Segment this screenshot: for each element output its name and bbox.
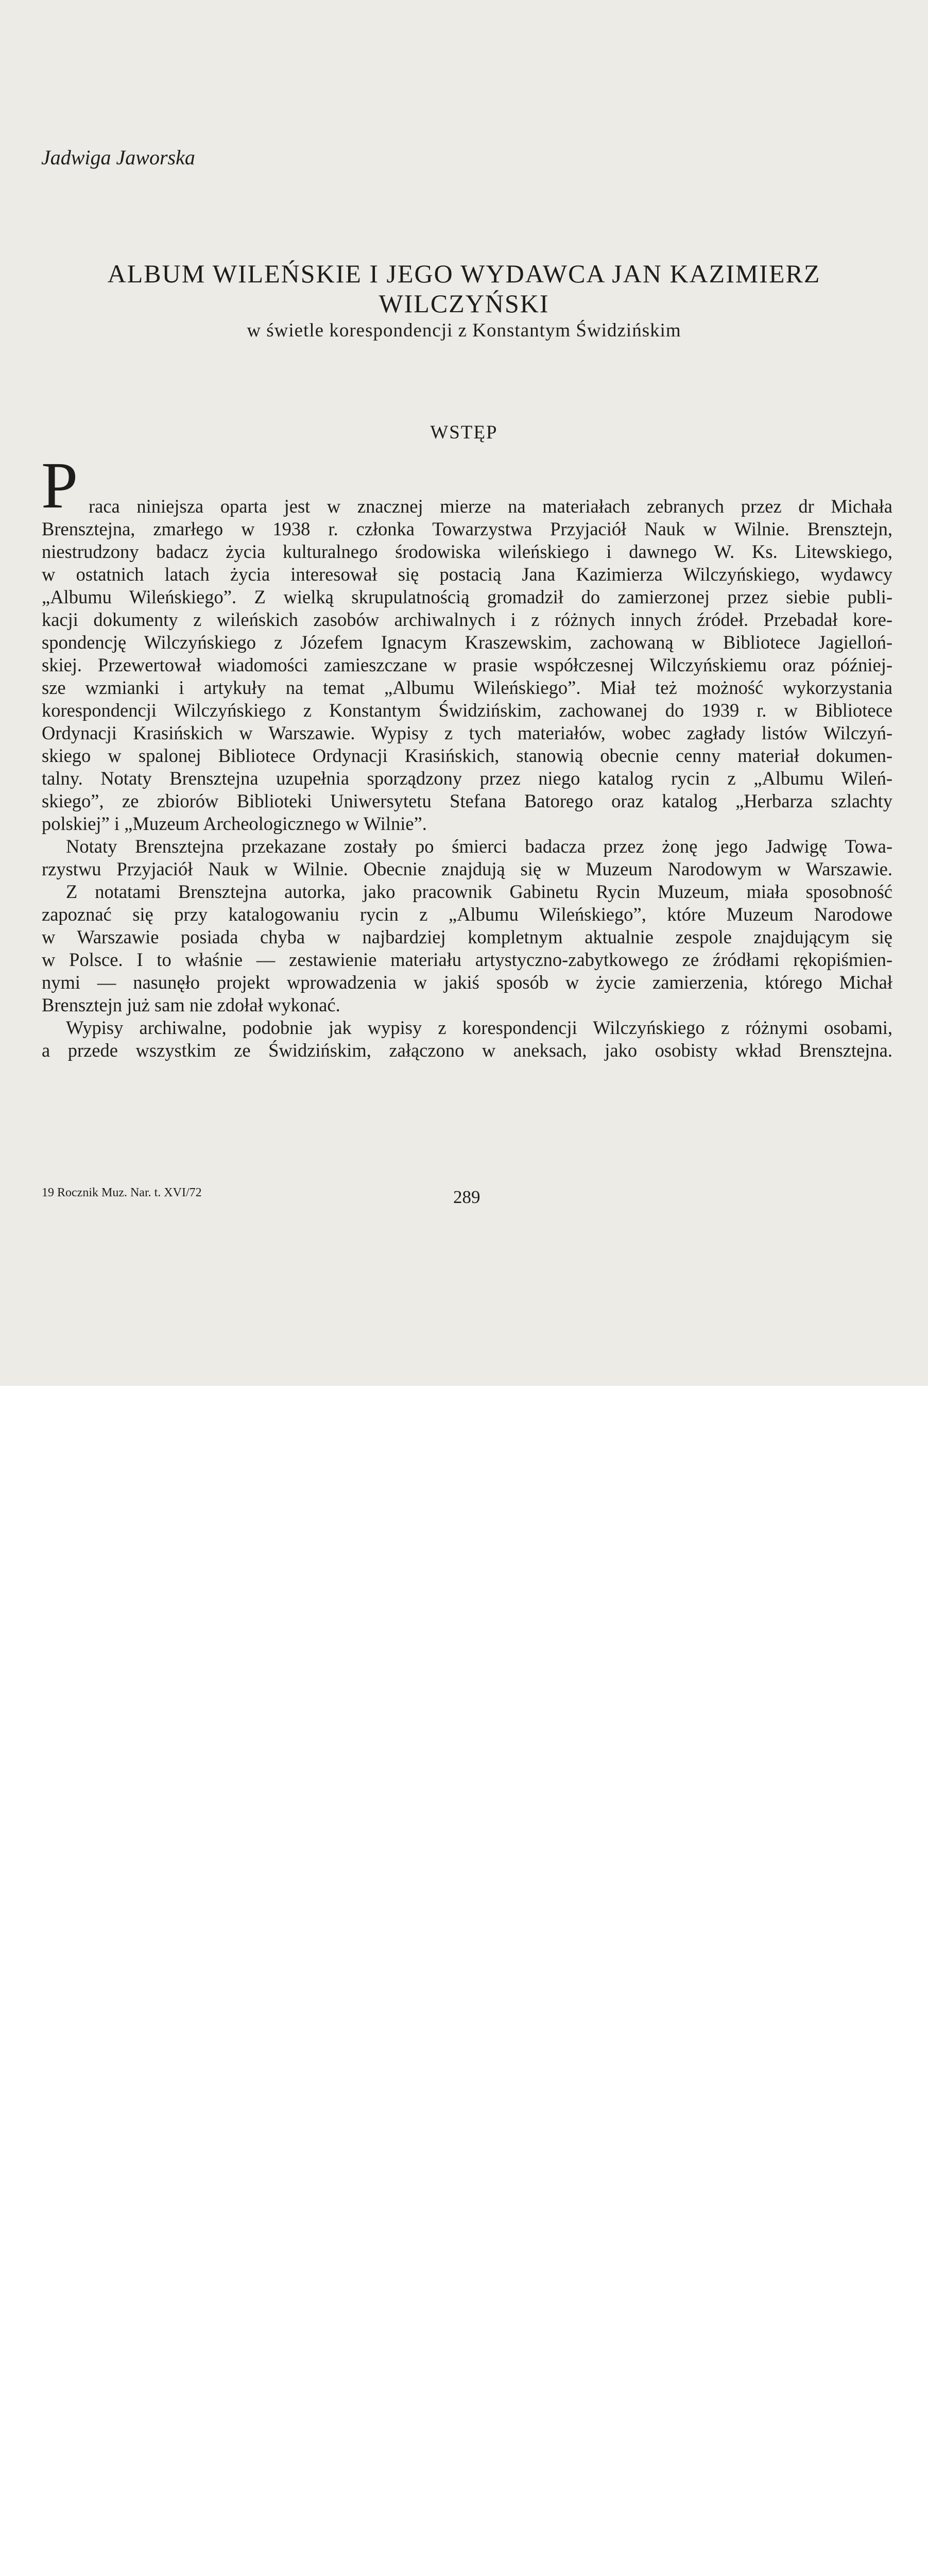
body-line: Z notatami Brensztejna autorka, jako pracownik Gabinetu Rycin Muzeum, miała sposobność — [66, 881, 892, 902]
body-line: w ostatnich latach życia interesował się postacią Jana Kazimierza Wilczyńskiego, wydawcy — [42, 564, 892, 585]
body-line: w Warszawie posiada chyba w najbardziej kompletnym aktualnie zespole znajdującym się — [42, 926, 892, 947]
body-line: sze wzmianki i artykuły na temat „Albumu Wileńskiego”. Miał też możność wykorzystania — [42, 677, 892, 698]
section-heading: WSTĘP — [430, 422, 498, 443]
body-line: Ordynacji Krasińskich w Warszawie. Wypisy z tych materiałów, wobec zagłady listów Wilczyń- — [42, 722, 892, 743]
drop-cap: P — [41, 449, 78, 522]
article-title-line-2: WILCZYŃSKI — [379, 289, 549, 318]
body-line: Notaty Brensztejna przekazane zostały po śmierci badacza przez żonę jego Jadwigę Towa- — [66, 836, 892, 857]
body-line: Brensztejna, zmarłego w 1938 r. członka Towarzystwa Przyjaciół Nauk w Wilnie. Brensztejn, — [42, 518, 892, 539]
article-subtitle: w świetle korespondencji z Konstantym Świdzińskim — [247, 320, 681, 341]
digitization-footer — [0, 1386, 928, 1459]
body-line: skiego w spalonej Bibliotece Ordynacji Krasińskich, stanowią obecnie cenny materiał dokumen- — [42, 745, 892, 766]
body-line: Brensztejn już sam nie zdołał wykonać. — [42, 994, 340, 1015]
journal-reference: 19 Rocznik Muz. Nar. t. XVI/72 — [42, 1186, 202, 1199]
body-line: talny. Notaty Brensztejna uzupełnia sporządzony przez niego katalog rycin z „Albumu Wileń- — [42, 768, 892, 789]
body-line: raca niniejsza oparta jest w znacznej mierze na materiałach zebranych przez dr Michała — [89, 496, 892, 517]
body-line: korespondencji Wilczyńskiego z Konstantym Świdzińskim, zachowanej do 1939 r. w Bibliotece — [42, 700, 892, 721]
body-line: skiego”, ze zbiorów Biblioteki Uniwersytetu Stefana Batorego oraz katalog „Herbarza szlachty — [42, 790, 892, 811]
body-line: spondencję Wilczyńskiego z Józefem Ignacym Kraszewskim, zachowaną w Bibliotece Jagielloń- — [42, 632, 892, 653]
article-title-line-1: ALBUM WILEŃSKIE I JEGO WYDAWCA JAN KAZIMIERZ — [107, 259, 821, 288]
body-line: skiej. Przewertował wiadomości zamieszczane w prasie współczesnej Wilczyńskiemu oraz później- — [42, 654, 892, 675]
body-line: w Polsce. I to właśnie — zestawienie materiału artystyczno-zabytkowego ze źródłami rękopiśmien- — [42, 949, 892, 970]
body-line: „Albumu Wileńskiego”. Z wielką skrupulatnością gromadził do zamierzonej przez siebie publi- — [42, 586, 892, 607]
body-line: polskiej” i „Muzeum Archeologicznego w Wilnie”. — [42, 813, 427, 834]
author-name: Jadwiga Jaworska — [41, 146, 195, 169]
body-line: nymi — nasunęło projekt wprowadzenia w jakiś sposób w życie zamierzenia, którego Michał — [42, 972, 892, 993]
body-line: niestrudzony badacz życia kulturalnego środowiska wileńskiego i dawnego W. Ks. Litewskiego, — [42, 541, 892, 562]
body-line: Wypisy archiwalne, podobnie jak wypisy z korespondencji Wilczyńskiego z różnymi osobami, — [66, 1017, 892, 1038]
body-line: a przede wszystkim ze Świdzińskim, załączono w aneksach, jako osobisty wkład Brensztejna. — [42, 1040, 892, 1061]
body-line: zapoznać się przy katalogowaniu rycin z „Albumu Wileńskiego”, które Muzeum Narodowe — [42, 904, 892, 925]
body-line: kacji dokumenty z wileńskich zasobów archiwalnych i z różnych innych źródeł. Przebadał kore- — [42, 609, 892, 630]
page-number: 289 — [453, 1187, 480, 1207]
body-line: rzystwu Przyjaciół Nauk w Wilnie. Obecnie znajdują się w Muzeum Narodowym w Warszawie. — [42, 858, 892, 879]
